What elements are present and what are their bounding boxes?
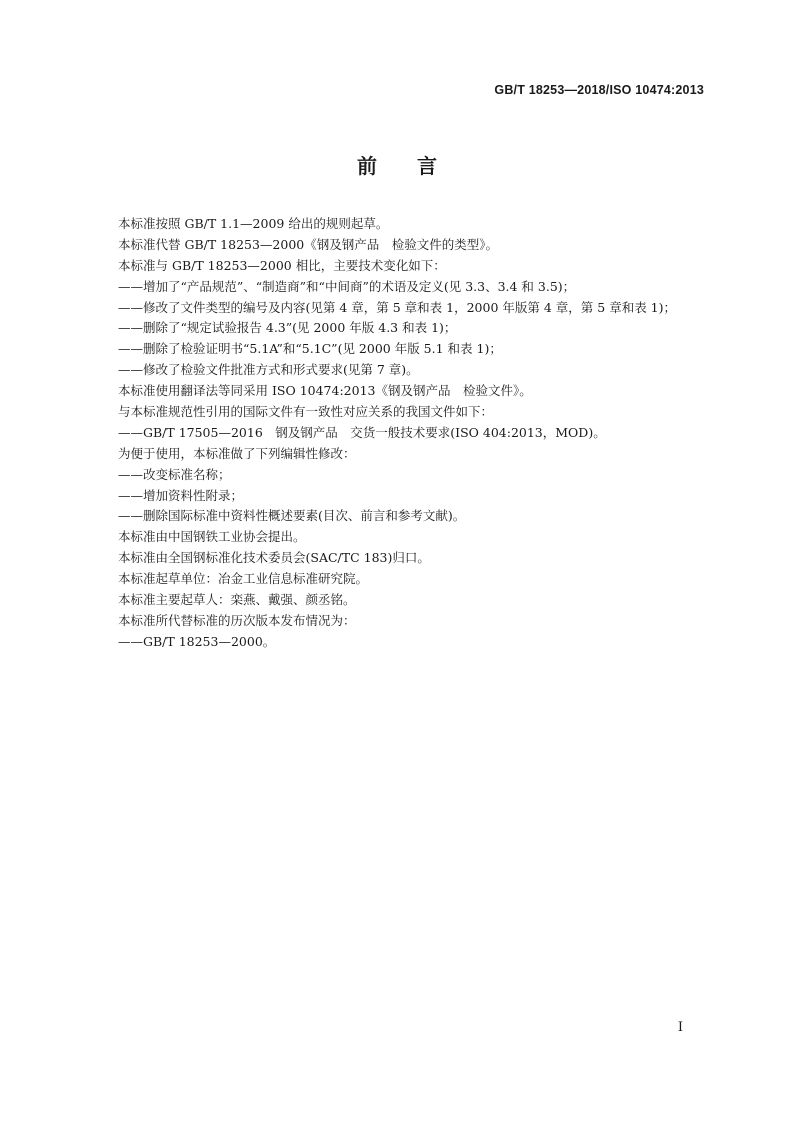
preface-line: ——改变标准名称； (118, 466, 231, 482)
preface-line: ——删除了“规定试验报告 4.3”(见 2000 年版 4.3 和表 1)； (118, 320, 457, 336)
preface-line: 本标准主要起草人：栾燕、戴强、颜丞铭。 (118, 592, 356, 608)
preface-line: 与本标准规范性引用的国际文件有一致性对应关系的我国文件如下： (118, 404, 494, 420)
preface-line: 为便于使用，本标准做了下列编辑性修改： (118, 445, 356, 461)
preface-line: 本标准按照 GB/T 1.1—2009 给出的规则起草。 (118, 216, 389, 231)
page-number: I (677, 1020, 683, 1035)
preface-line: ——增加资料性附录； (118, 487, 244, 503)
preface-line: ——GB/T 17505—2016 钢及钢产品 交货一般技术要求(ISO 404:2013，MOD)。 (118, 424, 606, 440)
preface-line: ——修改了检验文件批准方式和形式要求(见第 7 章)。 (118, 362, 419, 378)
preface-line: ——删除了检验证明书“5.1A”和“5.1C”(见 2000 年版 5.1 和表 1)； (118, 341, 502, 357)
preface-line: 本标准与 GB/T 18253—2000 相比，主要技术变化如下： (118, 257, 446, 273)
preface-line: ——修改了文件类型的编号及内容(见第 4 章，第 5 章和表 1，2000 年版第 4 章，第 5 章和表 1)； (118, 299, 676, 315)
preface-line: 本标准代替 GB/T 18253—2000《钢及钢产品 检验文件的类型》。 (118, 236, 498, 252)
preface-line: 本标准由全国钢标准化技术委员会(SAC/TC 183)归口。 (118, 550, 430, 566)
preface-line: ——删除国际标准中资料性概述要素(目次、前言和参考文献)。 (118, 508, 466, 524)
preface-line: 本标准使用翻译法等同采用 ISO 10474:2013《钢及钢产品 检验文件》。 (118, 383, 532, 399)
preface-line: 本标准起草单位：冶金工业信息标准研究院。 (118, 571, 369, 587)
preface-line: ——GB/T 18253—2000。 (118, 633, 276, 649)
standard-code-header: GB/T 18253—2018/ISO 10474:2013 (494, 83, 704, 97)
preface-line: 本标准所代替标准的历次版本发布情况为： (118, 612, 356, 628)
preface-line: ——增加了“产品规范”、“制造商”和“中间商”的术语及定义(见 3.3、3.4 和 3.5)； (118, 278, 576, 294)
preface-line: 本标准由中国钢铁工业协会提出。 (118, 529, 306, 545)
page-title: 前言 (357, 154, 477, 178)
preface-body (118, 214, 718, 653)
